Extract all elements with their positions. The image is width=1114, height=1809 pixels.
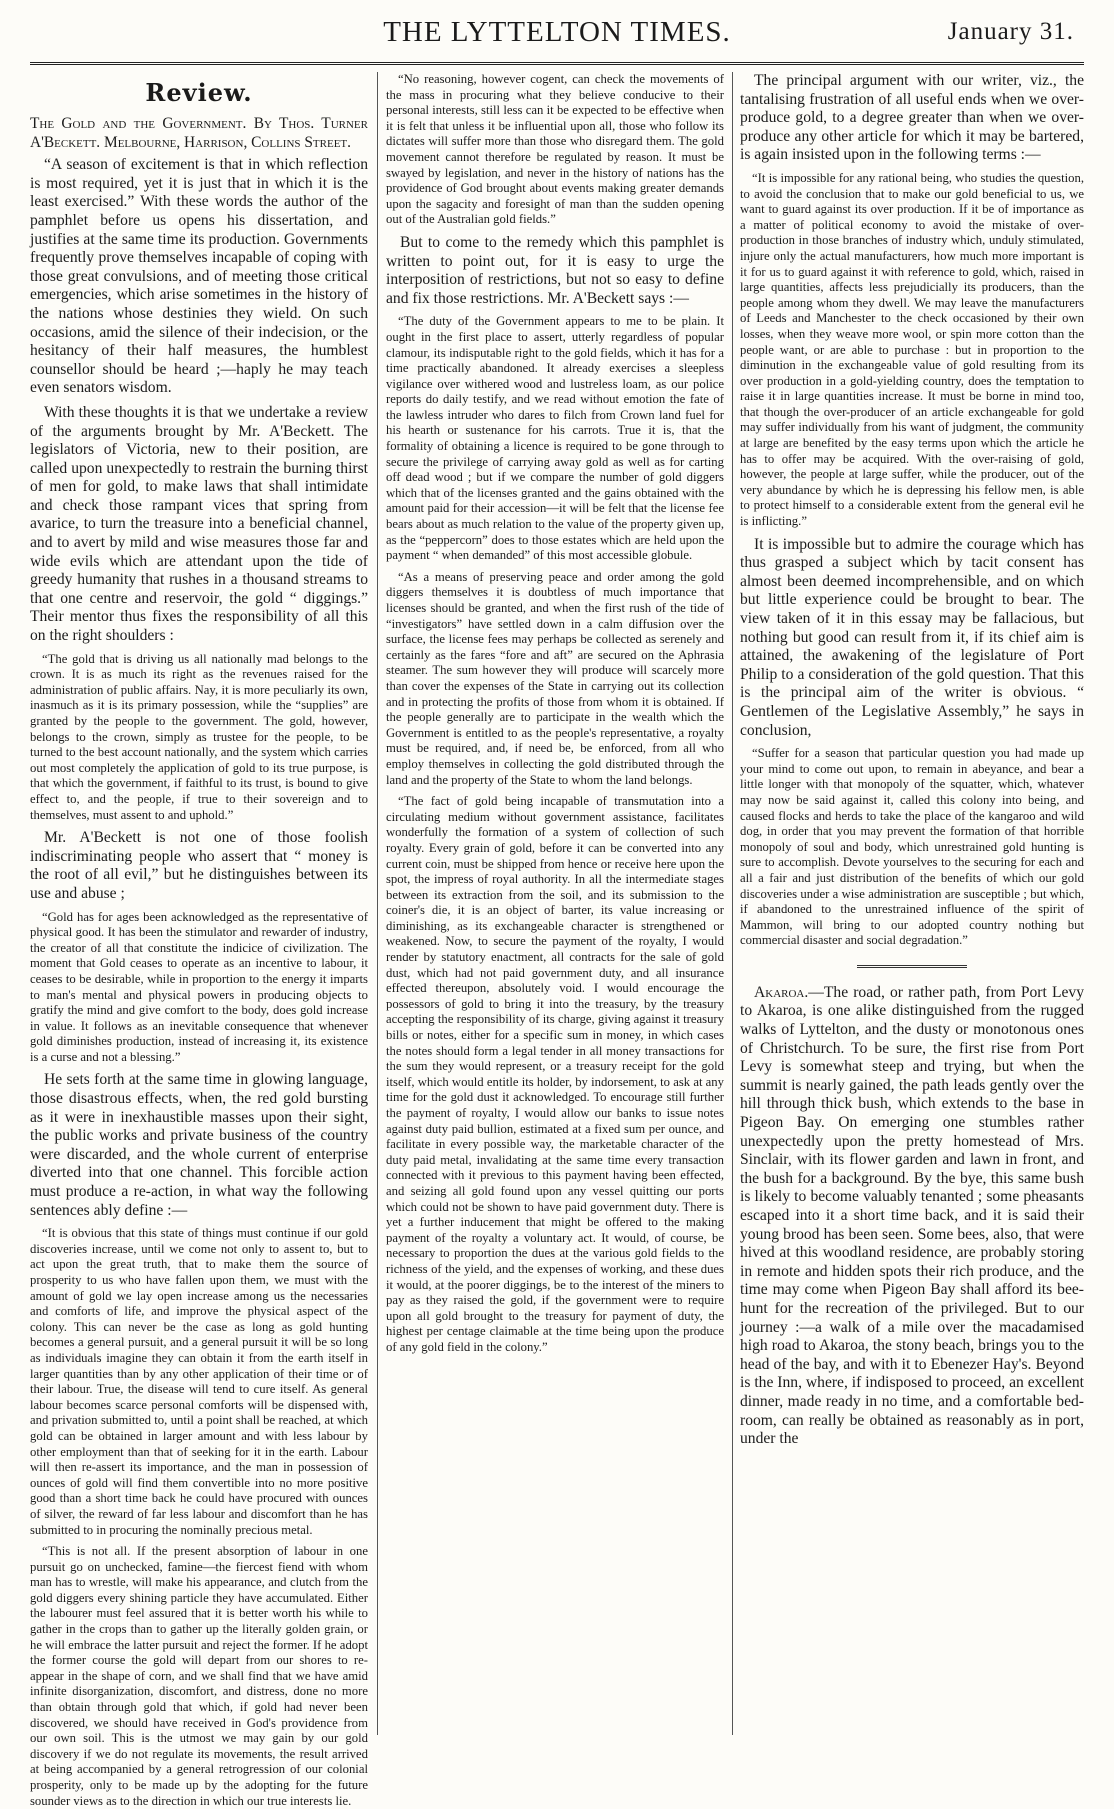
issue-date: January 31. <box>947 18 1074 45</box>
header-rule <box>30 62 1084 65</box>
book-citation: The Gold and the Government. By Thos. Turner A'Beckett. Melbourne, Harrison, Collins Street. <box>30 115 368 151</box>
column-3 <box>740 72 1084 1735</box>
review-heading: Review. <box>145 78 253 107</box>
newspaper-title: THE LYTTELTON TIMES. <box>383 16 731 48</box>
column-2 <box>386 72 724 1735</box>
quotation: “Gold has for ages been acknowledged as the representative of physical good. It has been the stimulator and rewarder of industry, the creator of all that constitute the indicice of civilization. The moment that Gold ceases to operate as an incentive to labour, it ceases to be desirable, while in proportion to the energy it imparts to man's mental and physical powers in producing objects to gratify the mind and give comfort to the body, does gold increase in value. It follows as an inevitable consequence that whenever gold diminishes production, instead of increasing it, its existence is a curse and not a blessing.” <box>30 909 368 1064</box>
paragraph: “A season of excitement is that in which reflection is most required, yet it is just that in which it is the least exercised.” With these words the author of the pamphlet before us opens his dissertation, and justifies at the same time its production. Governments frequently prove themselves incapable of coping with those great convulsions, and of meeting those critical emergencies, which arise sometimes in the history of the nations whose destinies they wield. On such occasions, amid the silence of their indecision, or the hesitancy of their half measures, the humblest counsellor should be heard ;—haply he may teach even senators wisdom. <box>30 156 368 397</box>
quotation: “The fact of gold being incapable of transmutation into a circulating medium without government assistance, facilitates wonderfully the formation of a system of collection of such royalty. Every grain of gold, before it can be converted into any current coin, must be shipped from hence or receive here upon the spot, the impress of royal authority. In all the intermediate stages between its extraction from the soil, and its submission to the coiner's die, it is an object of barter, its value increasing or diminishing, as its exchangeable character is strengthened or weakened. Now, to secure the payment of the royalty, I would render by statutory enactment, all contracts for the sale of gold dust, which had not paid government duty, and all insurance effected thereupon, absolutely void. I would encourage the possessors of gold to bring it into the treasury, by the treasury accepting the responsibility of its charge, giving against it treasury bills or notes, either for a specific sum in money, in which cases the notes should form a legal tender in all money transactions for the sum they would represent, or a treasury receipt for the gold itself, which would entitle its holder, by indorsement, to ask at any time for the gold dust it acknowledged. To encourage still further the payment of royalty, I would allow our banks to issue notes against duty paid bullion, estimated at a fixed sum per ounce, and facilitate in every possible way, the marketable character of the duty paid metal, invalidating at the same time every transaction connected with it previous to this payment having been effected, and seizing all gold found upon any vessel quitting our ports which could not be shown to have paid government duty. There is yet a further inducement that might be offered to the making payment of the royalty a voluntary act. It would, of course, be necessary to proportion the dues at the various gold fields to the richness of the yield, and the expenses of working, and these dues it would, at the poorer diggings, be to the interest of the miners to pay as they raised the gold, if the government were to require upon all gold brought to the treasury for payment of duty, the highest per centage claimable at the time being upon the produce of any gold field in the colony.” <box>386 794 724 1354</box>
quotation: “It is obvious that this state of things must continue if our gold discoveries increase, until we come not only to assent to, but to act upon the great truth, that to make them the source of prosperity to us who have fallen upon them, we must with the amount of gold we lay open increase among us the necessaries and comforts of life, and improve the physical aspect of the colony. This can never be the case as long as gold hunting becomes a general pursuit, and a general pursuit it will be so long as individuals imagine they can obtain it from the earth itself in larger quantities than by any other application of their time or of their labour. True, the disease will tend to cure itself. As general labour becomes scarce personal comforts will be dispensed with, and privation submitted to, until a point shall be reached, at which gold can be obtained in larger amount and with less labour by other employment than that of seeking for it in the earth. Labour will then re-assert its importance, and the man in possession of ounces of gold will find them convertible into no more positive good than a short time back he could have procured with ounces of silver, the reward of far less labour and discomfort than he has submitted to in procuring the nominally precious metal. <box>30 1226 368 1537</box>
quotation: “As a means of preserving peace and order among the gold diggers themselves it is doubtless of much importance that licenses should be granted, and when the first rush of the tide of “investigators” have settled down in a calm diffusion over the surface, the license fees may perhaps be collected as serenely and certainly as the fares “fore and aft” are secured on the Aphrasia steamer. The sum however they will produce will scarcely more than cover the expenses of the State in carrying out its collection and in protecting the profits of those from whom it is obtained. If the people generally are to participate in the wealth which the Government is entitled to as the people's representative, a royalty must be required, and, if need be, be enforced, from all who employ themselves in collecting the gold distributed through the land and the property of the State to whom the land belongs. <box>386 569 724 787</box>
paragraph: With these thoughts it is that we undertake a review of the arguments brought by Mr. A'Beckett. The legislators of Victoria, new to their position, are called upon unexpectedly to restrain the burning thirst of men for gold, to make laws that shall intimidate and check those rampant vices that spring from avarice, to turn the treasure into a beneficial channel, and to avert by mild and wise measures those far and wide evils which are attendant upon the tide of greedy humanity that rushes in a thousand streams to that one centre and reservoir, the gold “ diggings.” Their mentor thus fixes the responsibility of all this on the right shoulders : <box>30 403 368 645</box>
quotation: “Suffer for a season that particular question you had made up your mind to come out upon, to remain in abeyance, and bear a little longer with that monopoly of the squatter, which, whatever may now be said against it, called this colony into being, and caused flocks and herds to take the place of the kangaroo and wild dog, in order that you may prevent the formation of that horrible monopoly of soul and body, which unrestrained gold hunting is sure to accomplish. Devote yourselves to the securing for each and all a fair and just distribution of the benefits of which our gold discoveries under a wise administration are susceptible ; but which, if abandoned to the unrestrained influence of the spirit of Mammon, will bring to our adopted country nothing but commercial disaster and social degradation.” <box>740 746 1084 948</box>
quotation: “No reasoning, however cogent, can check the movements of the mass in procuring what they believe conducive to their personal interests, still less can it be expected to be effective when it is felt that unless it be influential upon all, those who follow its dictates will suffer more than those who disregard them. The gold movement cannot therefore be regulated by reason. It must be swayed by legislation, and never in the history of nations has the providence of God brought about events making greater demands upon the sagacity and foresight of man than the sudden opening out of the Australian gold fields.” <box>386 72 724 227</box>
paragraph: It is impossible but to admire the courage which has thus grasped a subject which by tacit consent has almost been deemed incomprehensible, and on which but little experience could be brought to bear. The view taken of it in this essay may be fallacious, but nothing but good can result from it, if its chief aim is attained, the awakening of the legislature of Port Philip to a consideration of the gold question. That this is the principal aim of the writer is obvious. “ Gentlemen of the Legislative Assembly,” he says in conclusion, <box>740 535 1084 739</box>
column-divider <box>377 72 378 1735</box>
article-lead: Akaroa. <box>754 983 809 1001</box>
section-divider <box>857 965 967 968</box>
paragraph: He sets forth at the same time in glowing language, those disastrous effects, when, the red gold bursting as it were in inexhaustible masses upon their sight, the public works and private business of the country were discarded, and the whole current of enterprise diverted into that one channel. This forcible action must produce a re-action, in what way the following sentences ably define :— <box>30 1071 368 1219</box>
quotation: “This is not all. If the present absorption of labour in one pursuit go on unchecked, famine—the fiercest fiend with whom man has to wrestle, will make his appearance, and clutch from the gold diggers every shining particle they have accumulated. Either the labourer must feel assured that it is better worth his while to gather in the crops than to gather up the literally golden grain, or he will embrace the latter pursuit and reject the former. If he adopt the former course the gold will depart from our shores to re-appear in the shape of corn, and we shall find that we have amid infinite disorganization, discomfort, and distress, done no more than obtain through gold that which, if gold had never been discovered, we should have received in God's providence from our own soil. This is the utmost we may gain by our gold discovery if we do not regulate its movements, the result arrived at being accompanied by a general retrogression of our colonial prosperity, only to be made up by the adopting for the future sounder views as to the direction in which our true interests lie. <box>30 1544 368 1808</box>
article-text: —The road, or rather path, from Port Levy to Akaroa, is one alike distinguished from the rugged walks of Lyttelton, and the dusty or monotonous ones of Christchurch. To be sure, the first rise from Port Levy is somewhat steep and trying, but when the summit is nearly gained, the path leads gently over the hill through thick bush, which extends to the base in Pigeon Bay. On emerging one stumbles rather unexpectedly upon the pretty homestead of Mrs. Sinclair, with its flower garden and lawn in front, and the bush for a background. By the bye, this same bush is likely to become valuably tenanted ; some pheasants escaped into it a short time back, and it is said their young brood has been seen. Some bees, also, that were hived at this woodland residence, are probably storing in remote and hidden spots their rich produce, and the time may come when Pigeon Bay shall afford its bee-hunt for the recreation of the privileged. But to our journey :—a walk of a mile over the macadamised high road to Akaroa, the stony beach, brings you to the head of the bay, and with it to Ebenezer Hay's. Beyond is the Inn, where, if indisposed to proceed, an excellent dinner, made ready in no time, and a comfortable bed-room, can really be obtained as reasonably as in port, under the <box>740 983 1084 1448</box>
column-divider <box>732 72 733 1735</box>
masthead <box>30 16 1084 56</box>
column-1 <box>30 72 368 1808</box>
paragraph: But to come to the remedy which this pamphlet is written to point out, for it is easy to urge the interposition of restrictions, but not so easy to define and fix those restrictions. Mr. A'Beckett says :— <box>386 233 724 307</box>
akaroa-article <box>740 984 1084 1449</box>
quotation: “The gold that is driving us all nationally mad belongs to the crown. It is as much its right as the revenues raised for the administration of public affairs. Nay, it is more peculiarly its own, inasmuch as it is its primary possession, while the “supplies” are granted by the people to the government. The gold, however, belongs to the crown, simply as trustee for the people, to be turned to the best account nationally, and the system which carries out most completely the application of gold to its true purpose, is that which the government, if faithful to its trust, is bound to give effect to, and the people, if true to their sovereign and to themselves, must assent to and uphold.” <box>30 651 368 822</box>
paragraph: The principal argument with our writer, viz., the tantalising frustration of all useful ends when we over-produce gold, to a degree greater than when we over-produce any other article for which it may be bartered, is again insisted upon in the following terms :— <box>740 72 1084 164</box>
quotation: “The duty of the Government appears to me to be plain. It ought in the first place to assert, utterly regardless of popular clamour, its indisputable right to the gold fields, which it has for a time practically abandoned. It already exercises a sleepless vigilance over withered wood and lustreless loam, as our police reports do daily testify, and we read without emotion the fate of the lawless intruder who dares to filch from Crown land fuel for his hearth or sustenance for his carrots. True it is, that the formality of obtaining a licence is required to be gone through to secure the privilege of carrying away gold as well as for carting off dead wood ; but if we compare the number of gold diggers which that of the licenses granted and the gains obtained with the amount paid for their accession—it will be felt that the license fee bears about as much relation to the value of the property given up, as the “peppercorn” does to those estates which are held upon the payment “ when demanded” of this most accessible globule. <box>386 314 724 563</box>
quotation: “It is impossible for any rational being, who studies the question, to avoid the conclusion that to make our gold beneficial to us, we want to guard against its over production. If it be of importance as a matter of political economy to avoid the mistake of over-production in those branches of industry which, unduly stimulated, injure only the actual manufacturers, how much more important is it for us to guard against it with reference to gold, which, raised in large quantities, affects less prejudicially its producers, than the people among whom they dwell. We may leave the manufacturers of Leeds and Manchester to the check occasioned by their own losses, when they weave more wool, or spin more cotton than the people want, or are able to purchase : but in proportion to the diminution in the exchangeable value of gold resulting from its over production in a gold-yielding country, does the temptation to raise it in large quantities increase. It must be borne in mind too, that though the over-producer of an article exchangeable for gold may suffer individually from his want of judgment, the community at large are benefited by the easy terms upon which the article he has to offer may be acquired. With the over-raising of gold, however, the people at large suffer, while the producer, out of the very abundance by which he is depressing his fellow men, is able to protect himself to a considerable extent from the general evil he is inflicting.” <box>740 170 1084 529</box>
paragraph: Mr. A'Beckett is not one of those foolish indiscriminating people who assert that “ money is the root of all evil,” but he distinguishes between its use and abuse ; <box>30 829 368 902</box>
